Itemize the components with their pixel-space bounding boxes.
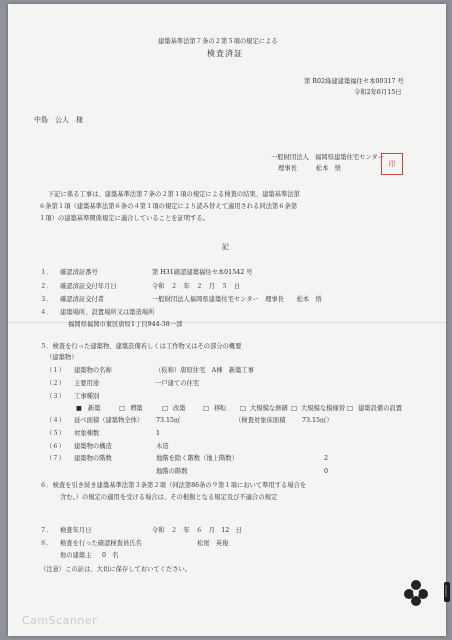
work-type-equipment-mark: □ [347,405,353,412]
work-type-remodel-mark: □ [291,405,297,412]
item-2-label: 確認済証交付年月日 [60,283,117,290]
row-2-number: （２） [46,380,65,387]
row-1-label: 建築物の名称 [74,367,112,374]
pen-clip-icon [443,582,451,602]
work-type-relocation: 移転 [214,405,227,412]
row-6-label: 建築物の構造 [74,443,112,450]
work-type-new-mark: ■ [76,405,82,412]
area-value: 73.15㎡ [156,417,181,424]
body-line-1: 下記に係る工事は、建築基準法第７条の２第１項の規定による検査の結果、建築基準法第 [48,191,300,198]
section-6-line-2: 含む。）の規定の適用を受ける場合は、その根拠となる規定及び不適合の規定 [60,494,278,501]
item-4-number: ４． [40,309,53,316]
document-title: 検査済証 [207,49,243,58]
work-type-equipment: 建築設備の設置 [358,405,403,412]
work-type-remodel: 大規模な模様替 [301,405,346,412]
row-6-number: （６） [46,443,65,450]
section-8-number: ８． [40,540,53,547]
inspection-date: 令和 ２ 年 ６ 月 12 日 [152,527,242,534]
row-3-number: （３） [46,393,65,400]
work-type-extension: 増築 [130,405,143,412]
row-5-number: （５） [46,430,65,437]
addressee-name: 中島 公人 様 [34,116,83,124]
section-5-heading: ５．検査を行った建築物、建築設備若しくは工作物又はその部分の概要 [40,343,242,350]
certificate-sheet [8,4,446,636]
body-line-2: ６条第１項（建築基準法第６条の４第１項の規定により読み替えて適用される同法第６条第 [39,203,298,210]
row-7-value: 地階を除く階数（地上階数） [156,455,238,462]
certificate-number: 第 R02綠建建築福住セ本00317 号 [304,78,404,85]
section-6-line-1: ６．検査を引き続き建築基準法第３条第２項（同法第86条の９第１項において準用する場合を [40,482,307,489]
row-5-label: 対象棟数 [74,430,100,437]
section-5-sub: （建築物） [46,354,78,361]
work-type-extension-mark: □ [119,405,125,412]
section-8-label: 検査を行った確認検査員氏名 [60,540,142,547]
other-owner-label: 他の建築主 [60,552,92,559]
work-type-major-repair: 大規模な修繕 [250,405,288,412]
item-4-label: 建築場所、設置場所又は築造場所 [60,309,155,316]
item-1-label: 確認済証番号 [60,269,98,276]
section-7-label: 検査年月日 [60,527,92,534]
issuer-organization: 一般財団法人 福岡県建築住宅センター [271,154,385,161]
row-1-value: （仮称）唐原住宅 A棟 新築工事 [155,367,255,374]
work-type-rebuild-mark: □ [162,405,168,412]
row-7-label: 建築物の階数 [74,455,112,462]
work-type-new: 新築 [88,405,101,412]
scanner-watermark: CamScanner [22,614,98,627]
issuer-representative: 理事長 松本 悟 [278,165,341,172]
area-number: （４） [46,417,65,424]
row-3-label: 工事種別 [74,393,100,400]
floors-above-value: 2 [324,455,329,462]
body-line-3: １項）の建築基準関係規定に適合していることを証明する。 [39,215,210,222]
issue-date: 令和2年6月15日 [354,89,402,96]
notice-text: （注意）この証は、大切に保存しておいてください。 [40,566,192,573]
item-3-value: 一般財団法人福岡県建築住宅センター 理事長 松本 悟 [152,296,322,303]
inspector-name: 松尾 英俊 [197,540,229,547]
basement-value: 0 [324,468,329,475]
basement-label: 地階の階数 [156,468,188,475]
subtitle: 建築基準法第７条の２第５項の規定による [158,38,278,45]
work-type-major-repair-mark: □ [240,405,246,412]
section-7-number: ７． [40,527,53,534]
row-5-value: 1 [156,430,161,437]
item-4-value: 福岡県福岡市東区唐原1丁目944-38一部 [68,321,183,328]
inspected-area-value: 73.15㎡） [302,417,333,424]
work-type-rebuild: 改築 [173,405,186,412]
ki-heading: 記 [222,243,229,251]
center-logo-icon [400,576,432,608]
other-owner-count: 0 名 [102,552,119,559]
item-1-value: 第 H31確認建築福住セ本01542 号 [152,269,253,276]
item-3-label: 確認済証交付者 [60,296,105,303]
row-1-number: （１） [46,367,65,374]
issuer-seal: 印 [381,153,403,175]
row-2-label: 主要用途 [74,380,100,387]
row-7-number: （７） [46,455,65,462]
item-2-number: ２． [40,283,53,290]
item-1-number: １． [40,269,53,276]
inspected-area-label: （検査対象床面積 [235,417,286,424]
row-2-value: 一戸建ての住宅 [155,380,200,387]
area-label: 延べ面積（建築物全体） [74,417,144,424]
row-6-value: 木造 [156,443,169,450]
item-2-value: 令和 ２ 年 ２ 月 ５ 日 [152,283,241,290]
item-3-number: ３． [40,296,53,303]
work-type-relocation-mark: □ [203,405,209,412]
